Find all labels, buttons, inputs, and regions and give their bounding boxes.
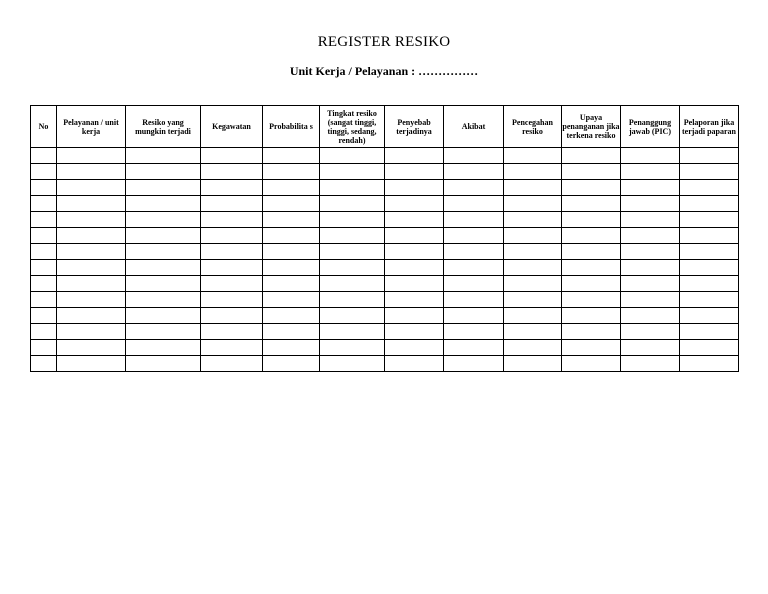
table-cell: [57, 180, 126, 196]
table-cell: [444, 164, 504, 180]
table-cell: [680, 196, 739, 212]
table-cell: [562, 260, 621, 276]
table-cell: [444, 148, 504, 164]
header-akibat: Akibat: [444, 106, 504, 148]
table-body: [31, 148, 739, 372]
table-cell: [57, 340, 126, 356]
table-cell: [263, 324, 320, 340]
header-pelayanan: Pelayanan / unit kerja: [57, 106, 126, 148]
table-cell: [57, 324, 126, 340]
table-cell: [263, 212, 320, 228]
table-cell: [621, 356, 680, 372]
table-cell: [201, 292, 263, 308]
table-cell: [385, 148, 444, 164]
table-cell: [444, 292, 504, 308]
table-cell: [562, 292, 621, 308]
table-cell: [57, 196, 126, 212]
table-cell: [126, 212, 201, 228]
table-cell: [320, 292, 385, 308]
table-row: [31, 276, 739, 292]
table-cell: [680, 180, 739, 196]
table-cell: [263, 292, 320, 308]
table-cell: [621, 244, 680, 260]
table-cell: [263, 260, 320, 276]
table-cell: [57, 228, 126, 244]
table-cell: [621, 196, 680, 212]
header-tingkat-resiko: Tingkat resiko (sangat tinggi, tinggi, sedang, rendah): [320, 106, 385, 148]
table-cell: [201, 260, 263, 276]
table-cell: [562, 228, 621, 244]
table-cell: [263, 164, 320, 180]
table-cell: [621, 180, 680, 196]
table-cell: [680, 340, 739, 356]
table-cell: [320, 276, 385, 292]
table-cell: [31, 180, 57, 196]
table-cell: [504, 340, 562, 356]
table-row: [31, 148, 739, 164]
header-pelaporan: Pelaporan jika terjadi paparan: [680, 106, 739, 148]
table-cell: [201, 276, 263, 292]
table-cell: [126, 196, 201, 212]
table-cell: [126, 324, 201, 340]
table-row: [31, 244, 739, 260]
table-cell: [504, 196, 562, 212]
table-row: [31, 260, 739, 276]
table-cell: [263, 148, 320, 164]
table-cell: [385, 324, 444, 340]
table-cell: [263, 244, 320, 260]
table-cell: [320, 324, 385, 340]
header-no: No: [31, 106, 57, 148]
table-cell: [57, 292, 126, 308]
table-cell: [201, 164, 263, 180]
table-cell: [562, 356, 621, 372]
table-row: [31, 340, 739, 356]
table-cell: [126, 180, 201, 196]
table-cell: [562, 164, 621, 180]
table-cell: [562, 180, 621, 196]
table-cell: [263, 196, 320, 212]
table-cell: [263, 228, 320, 244]
table-cell: [621, 164, 680, 180]
table-cell: [57, 308, 126, 324]
table-cell: [621, 324, 680, 340]
table-cell: [680, 324, 739, 340]
table-cell: [504, 308, 562, 324]
table-cell: [504, 164, 562, 180]
table-row: [31, 228, 739, 244]
table-cell: [31, 260, 57, 276]
table-cell: [504, 228, 562, 244]
table-cell: [680, 164, 739, 180]
table-cell: [621, 276, 680, 292]
table-cell: [201, 308, 263, 324]
table-cell: [385, 164, 444, 180]
risk-register-table: [30, 105, 739, 372]
document-subtitle: Unit Kerja / Pelayanan : ……………: [289, 64, 479, 78]
table-cell: [263, 356, 320, 372]
table-cell: [320, 356, 385, 372]
table-row: [31, 180, 739, 196]
header-row: [31, 106, 739, 148]
table-cell: [320, 212, 385, 228]
table-cell: [621, 260, 680, 276]
table-cell: [680, 276, 739, 292]
table-cell: [126, 356, 201, 372]
table-cell: [126, 276, 201, 292]
table-cell: [263, 340, 320, 356]
table-cell: [57, 148, 126, 164]
header-probabilitas: Probabilita s: [263, 106, 320, 148]
table-cell: [201, 244, 263, 260]
table-cell: [320, 340, 385, 356]
table-cell: [320, 244, 385, 260]
table-cell: [444, 340, 504, 356]
table-cell: [562, 212, 621, 228]
table-cell: [444, 228, 504, 244]
table-cell: [621, 212, 680, 228]
table-cell: [320, 180, 385, 196]
table-cell: [57, 276, 126, 292]
table-cell: [57, 260, 126, 276]
header-upaya: Upaya penanganan jika terkena resiko: [562, 106, 621, 148]
header-penanggung-jawab: Penanggung jawab (PIC): [621, 106, 680, 148]
header-pencegahan: Pencegahan resiko: [504, 106, 562, 148]
table-cell: [320, 260, 385, 276]
table-cell: [504, 212, 562, 228]
table-cell: [31, 340, 57, 356]
table-cell: [680, 212, 739, 228]
table-cell: [680, 260, 739, 276]
table-cell: [680, 148, 739, 164]
table-cell: [562, 308, 621, 324]
table-cell: [444, 212, 504, 228]
table-cell: [680, 292, 739, 308]
table-cell: [504, 244, 562, 260]
table-row: [31, 212, 739, 228]
table-cell: [444, 308, 504, 324]
table-cell: [562, 244, 621, 260]
table-cell: [201, 148, 263, 164]
table-cell: [263, 180, 320, 196]
table-cell: [562, 148, 621, 164]
table-cell: [31, 292, 57, 308]
table-cell: [201, 228, 263, 244]
table-cell: [562, 324, 621, 340]
table-cell: [57, 244, 126, 260]
table-cell: [320, 196, 385, 212]
table-cell: [385, 244, 444, 260]
table-cell: [444, 276, 504, 292]
table-cell: [385, 356, 444, 372]
table-cell: [126, 260, 201, 276]
table-row: [31, 324, 739, 340]
table-cell: [621, 228, 680, 244]
table-cell: [504, 180, 562, 196]
header-penyebab: Penyebab terjadinya: [385, 106, 444, 148]
table-cell: [504, 260, 562, 276]
table-row: [31, 196, 739, 212]
table-cell: [31, 196, 57, 212]
table-cell: [31, 212, 57, 228]
header-resiko: Resiko yang mungkin terjadi: [126, 106, 201, 148]
table-row: [31, 292, 739, 308]
table-cell: [385, 212, 444, 228]
table-cell: [320, 308, 385, 324]
table-cell: [201, 324, 263, 340]
table-cell: [320, 228, 385, 244]
table-cell: [680, 228, 739, 244]
table-cell: [31, 324, 57, 340]
table-cell: [444, 244, 504, 260]
table-cell: [31, 228, 57, 244]
table-cell: [31, 356, 57, 372]
table-row: [31, 308, 739, 324]
table-cell: [444, 260, 504, 276]
table-cell: [31, 164, 57, 180]
table-cell: [57, 212, 126, 228]
table-row: [31, 164, 739, 180]
table-cell: [126, 228, 201, 244]
table-cell: [263, 308, 320, 324]
table-cell: [444, 356, 504, 372]
table-cell: [385, 180, 444, 196]
table-cell: [201, 212, 263, 228]
table-cell: [201, 196, 263, 212]
table-cell: [201, 340, 263, 356]
table-cell: [31, 276, 57, 292]
table-cell: [263, 276, 320, 292]
table-cell: [504, 276, 562, 292]
table-cell: [621, 308, 680, 324]
table-cell: [680, 308, 739, 324]
table-cell: [385, 196, 444, 212]
table-cell: [201, 356, 263, 372]
table-cell: [504, 356, 562, 372]
table-cell: [385, 228, 444, 244]
table-cell: [680, 244, 739, 260]
table-cell: [504, 292, 562, 308]
table-cell: [31, 148, 57, 164]
table-cell: [126, 340, 201, 356]
table-cell: [621, 292, 680, 308]
table-cell: [444, 196, 504, 212]
table-cell: [621, 340, 680, 356]
table-cell: [31, 308, 57, 324]
table-cell: [57, 164, 126, 180]
table-cell: [385, 340, 444, 356]
table-row: [31, 356, 739, 372]
table-cell: [126, 292, 201, 308]
document-title: REGISTER RESIKO: [317, 34, 451, 50]
table-cell: [504, 324, 562, 340]
table-cell: [57, 356, 126, 372]
table-cell: [126, 164, 201, 180]
table-cell: [320, 148, 385, 164]
table-cell: [621, 148, 680, 164]
table-cell: [562, 196, 621, 212]
table-cell: [444, 324, 504, 340]
table-cell: [126, 308, 201, 324]
table-cell: [444, 180, 504, 196]
table-cell: [385, 260, 444, 276]
table-cell: [126, 148, 201, 164]
table-cell: [562, 276, 621, 292]
table-cell: [385, 308, 444, 324]
table-cell: [31, 244, 57, 260]
table-cell: [201, 180, 263, 196]
table-cell: [385, 276, 444, 292]
table-cell: [680, 356, 739, 372]
table-cell: [126, 244, 201, 260]
table-cell: [504, 148, 562, 164]
table-cell: [385, 292, 444, 308]
table-cell: [320, 164, 385, 180]
header-kegawatan: Kegawatan: [201, 106, 263, 148]
table-cell: [562, 340, 621, 356]
